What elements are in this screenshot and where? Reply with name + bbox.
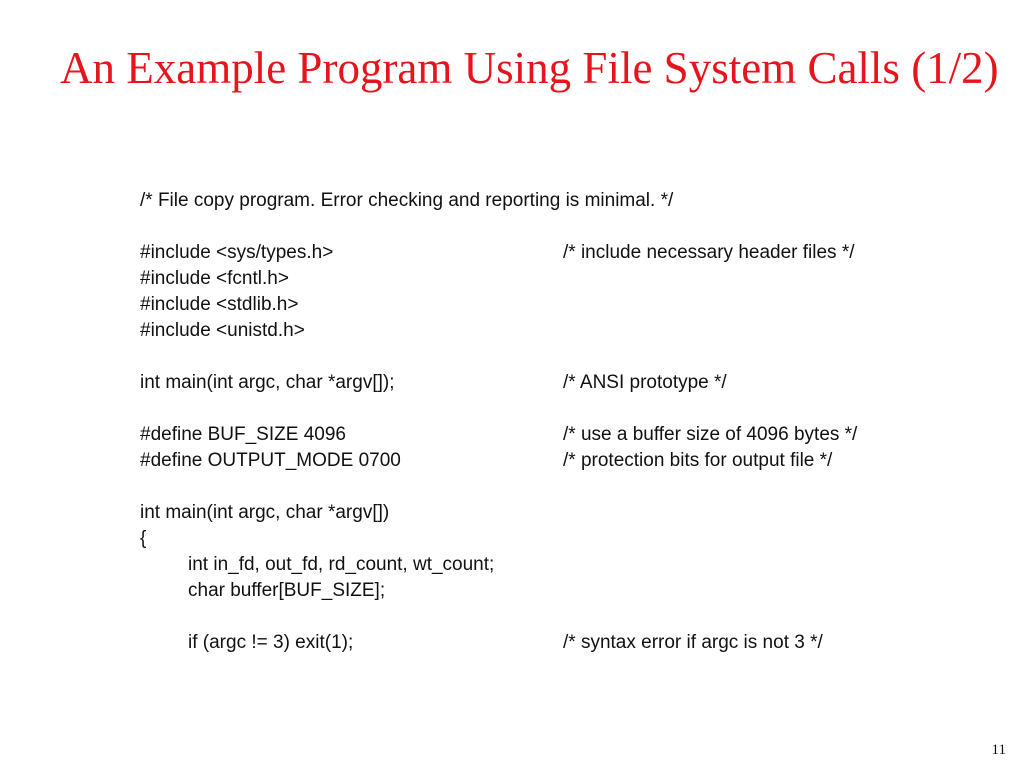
code-line bbox=[140, 266, 1000, 292]
code-text: #include <unistd.h> bbox=[140, 320, 305, 341]
code-text: int in_fd, out_fd, rd_count, wt_count; bbox=[188, 554, 495, 575]
code-line bbox=[140, 474, 1000, 500]
code-line bbox=[140, 578, 1000, 604]
slide-title: An Example Program Using File System Calls (1/2) bbox=[60, 43, 999, 93]
code-line bbox=[140, 370, 1000, 396]
code-line bbox=[140, 292, 1000, 318]
code-line bbox=[140, 630, 1000, 656]
code-line bbox=[140, 396, 1000, 422]
code-line bbox=[140, 526, 1000, 552]
code-line bbox=[140, 448, 1000, 474]
page-number: 11 bbox=[991, 742, 1006, 758]
code-line bbox=[140, 318, 1000, 344]
code-line bbox=[140, 422, 1000, 448]
code-line bbox=[140, 188, 1000, 214]
code-text: /* File copy program. Error checking and reporting is minimal. */ bbox=[140, 190, 674, 211]
code-text: #define OUTPUT_MODE 0700 bbox=[140, 450, 401, 471]
code-comment: /* ANSI prototype */ bbox=[563, 372, 727, 393]
code-text: if (argc != 3) exit(1); bbox=[188, 632, 354, 653]
code-comment: /* syntax error if argc is not 3 */ bbox=[563, 632, 823, 653]
code-text: #include <sys/types.h> bbox=[140, 242, 334, 263]
code-comment: /* protection bits for output file */ bbox=[563, 450, 833, 471]
code-line bbox=[140, 344, 1000, 370]
code-text: #include <stdlib.h> bbox=[140, 294, 299, 315]
code-text: #define BUF_SIZE 4096 bbox=[140, 424, 346, 445]
code-comment: /* use a buffer size of 4096 bytes */ bbox=[563, 424, 858, 445]
code-comment: /* include necessary header files */ bbox=[563, 242, 855, 263]
code-text: char buffer[BUF_SIZE]; bbox=[188, 580, 386, 601]
code-line bbox=[140, 214, 1000, 240]
code-text: { bbox=[140, 528, 147, 549]
code-listing bbox=[140, 188, 1000, 656]
code-line bbox=[140, 500, 1000, 526]
code-line bbox=[140, 552, 1000, 578]
code-line bbox=[140, 604, 1000, 630]
code-text: #include <fcntl.h> bbox=[140, 268, 289, 289]
code-line bbox=[140, 240, 1000, 266]
code-text: int main(int argc, char *argv[]) bbox=[140, 502, 390, 523]
code-text: int main(int argc, char *argv[]); bbox=[140, 372, 395, 393]
